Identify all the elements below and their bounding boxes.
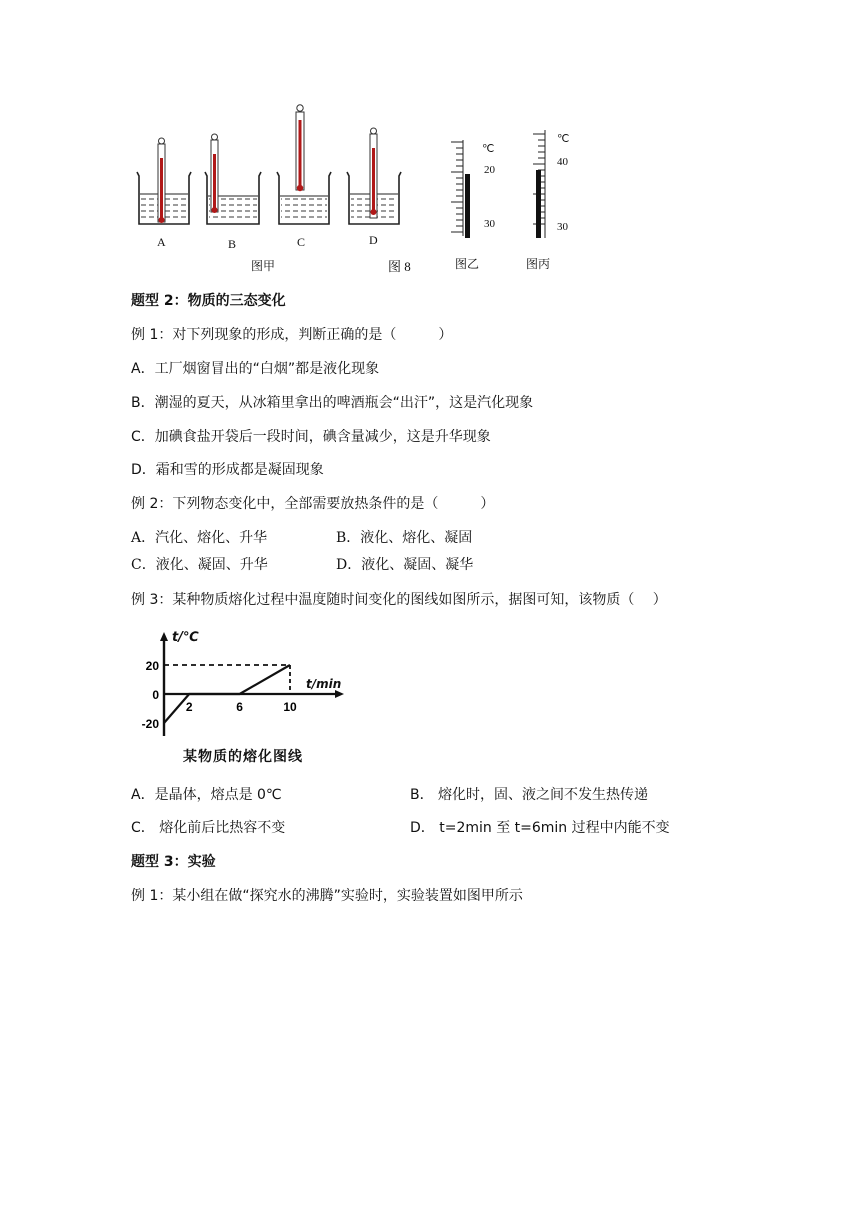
chart-y-label: t/℃ <box>172 630 199 645</box>
ex3-option-a: A．是晶体，熔点是 0℃ <box>131 787 282 803</box>
ex3-stem: 例 3：某种物质熔化过程中温度随时间变化的图线如图所示，据图可知，该物质（ ） <box>131 592 667 608</box>
beaker-d <box>347 128 401 224</box>
chart-title: 某物质的熔化图线 <box>183 749 303 765</box>
beaker-b <box>205 134 261 224</box>
caption-jia: 图甲 <box>251 259 276 273</box>
beaker-label-d: D <box>369 233 378 247</box>
ex2-option-d: D．液化、凝固、凝华 <box>336 557 474 573</box>
ex2-option-b: B．液化、熔化、凝固 <box>336 530 473 546</box>
section-3-ex1-stem: 例 1：某小组在做“探究水的沸腾”实验时，实验装置如图甲所示 <box>131 888 523 904</box>
x-tick-10: 10 <box>283 700 297 714</box>
beaker-label-b: B <box>228 237 237 251</box>
y-axis-arrow <box>160 632 168 641</box>
x-tick-6: 6 <box>236 700 243 714</box>
section-3-title: 题型 3：实验 <box>131 854 216 870</box>
thermometer-bing <box>533 130 545 238</box>
thermometer-yi <box>451 140 470 238</box>
ex1-option-b: B．潮湿的夏天，从冰箱里拿出的啤酒瓶会“出汗”，这是汽化现象 <box>131 395 534 411</box>
bing-tick-bottom: 30 <box>557 221 568 233</box>
section-2-title: 题型 2：物质的三态变化 <box>131 293 286 309</box>
yi-tick-top: 20 <box>484 164 495 176</box>
yi-tick-bottom: 30 <box>484 218 495 230</box>
y-tick-20: 20 <box>145 659 159 673</box>
beaker-label-a: A <box>157 235 166 249</box>
ex2-option-c: C．液化、凝固、升华 <box>131 557 268 573</box>
caption-fig-8: 图 8 <box>388 259 411 274</box>
figure-8 <box>125 100 595 275</box>
ex1-option-c: C．加碘食盐开袋后一段时间，碘含量减少，这是升华现象 <box>131 429 491 445</box>
beaker-label-c: C <box>297 235 306 249</box>
ex3-option-d: D． t=2min 至 t=6min 过程中内能不变 <box>410 820 670 836</box>
ex3-option-c: C． 熔化前后比热容不变 <box>131 820 286 836</box>
ex2-stem: 例 2：下列物态变化中，全部需要放热条件的是（ ） <box>131 496 495 512</box>
beaker-c <box>277 105 331 224</box>
ex1-option-a: A．工厂烟窗冒出的“白烟”都是液化现象 <box>131 361 380 377</box>
ex1-option-d: D．霜和雪的形成都是凝固现象 <box>131 462 324 478</box>
melting-chart <box>130 628 352 768</box>
chart-x-label: t/min <box>306 677 342 691</box>
y-tick--20: -20 <box>141 717 159 731</box>
bing-unit: ℃ <box>557 133 570 145</box>
ex3-option-b: B． 熔化时，固、液之间不发生热传递 <box>410 787 649 803</box>
beakers-and-thermometers <box>125 100 595 275</box>
y-tick-0: 0 <box>152 688 159 702</box>
ex1-stem: 例 1：对下列现象的形成，判断正确的是（ ） <box>131 327 453 343</box>
caption-bing: 图丙 <box>526 257 551 271</box>
yi-unit: ℃ <box>482 143 495 155</box>
beaker-a <box>137 138 191 224</box>
ex2-option-a: A．汽化、熔化、升华 <box>131 530 268 546</box>
x-axis-arrow <box>335 690 344 698</box>
bing-tick-top: 40 <box>557 156 568 168</box>
x-tick-2: 2 <box>185 700 193 714</box>
caption-yi: 图乙 <box>455 257 480 271</box>
